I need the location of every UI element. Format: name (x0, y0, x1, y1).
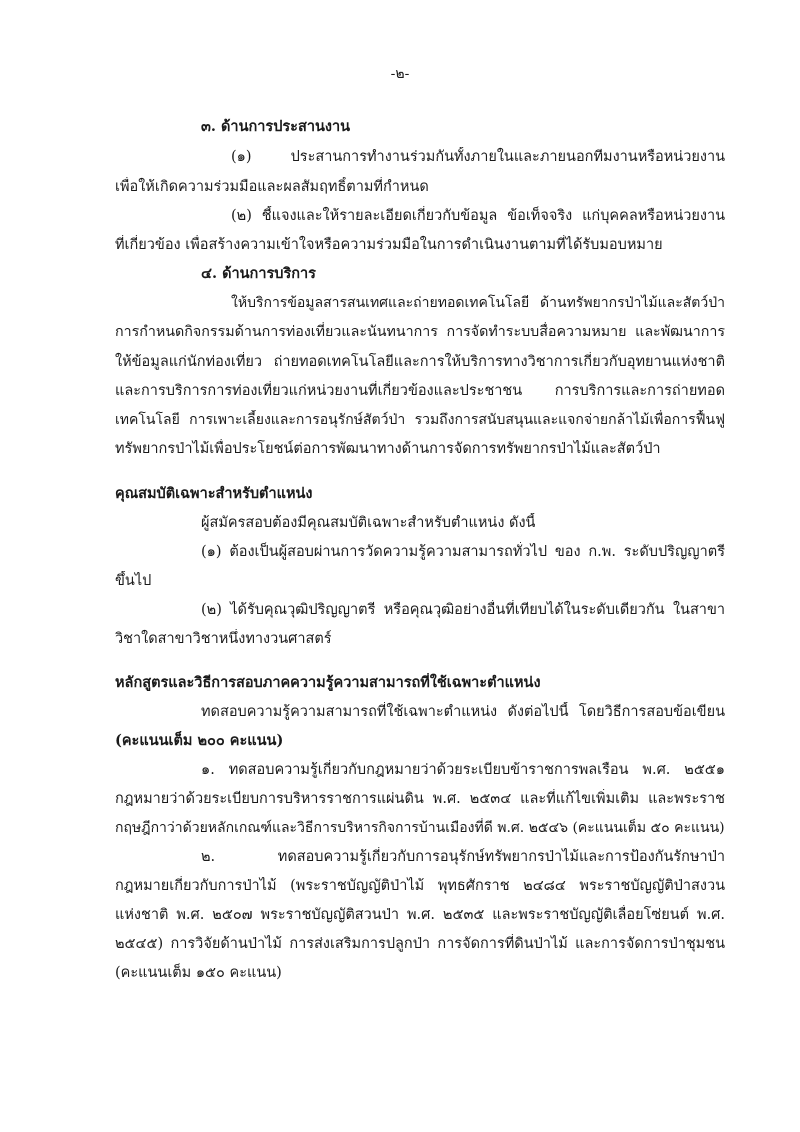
exam-item-1-line-3: กฤษฎีกาว่าด้วยหลักเกณฑ์และวิธีการบริหารกิจการบ้านเมืองที่ดี พ.ศ. ๒๕๔๖ (คะแนนเต็ม ๕๐ คะแนน) (115, 820, 725, 836)
section-4-line-2: การกำหนดกิจกรรมด้านการท่องเที่ยวและนันทนาการ การจัดทำระบบสื่อความหมาย และพัฒนาการ (115, 324, 725, 340)
section-3-item-2-line-2: ที่เกี่ยวข้อง เพื่อสร้างความเข้าใจหรือความร่วมมือในการดำเนินงานตามที่ได้รับมอบหมาย (115, 237, 663, 253)
section-3-item-1-line-2: เพื่อให้เกิดความร่วมมือและผลสัมฤทธิ์ตามที่กำหนด (115, 179, 429, 195)
exam-item-2-line-5: (คะแนนเต็ม ๑๕๐ คะแนน) (115, 965, 282, 981)
qualification-item-2-line-1: (๒) ได้รับคุณวุฒิปริญญาตรี หรือคุณวุฒิอย่างอื่นที่เทียบได้ในระดับเดียวกัน ในสาขา (201, 602, 725, 618)
exam-item-2-line-3: แห่งชาติ พ.ศ. ๒๕๐๗ พระราชบัญญัติสวนป่า พ.ศ. ๒๕๓๕ และพระราชบัญญัติเลื่อยโซ่ยนต์ พ.ศ. (115, 907, 725, 923)
qualification-item-1-line-1: (๑) ต้องเป็นผู้สอบผ่านการวัดความรู้ความสามารถทั่วไป ของ ก.พ. ระดับปริญญาตรี (201, 544, 725, 560)
exam-intro-line-2: (คะแนนเต็ม ๒๐๐ คะแนน) (115, 732, 284, 749)
section-3-item-1-line-1: (๑) ประสานการทำงานร่วมกันทั้งภายในและภายนอกทีมงานหรือหน่วยงาน (231, 149, 725, 165)
exam-heading: หลักสูตรและวิธีการสอบภาคความรู้ความสามารถที่ใช้เฉพาะตำแหน่ง (115, 674, 541, 691)
section-4-line-3: ให้ข้อมูลแก่นักท่องเที่ยว ถ่ายทอดเทคโนโลยีและการให้บริการทางวิชาการเกี่ยวกับอุทยานแห่งชาติ (115, 354, 725, 370)
section-4-line-5: เทคโนโลยี การเพาะเลี้ยงและการอนุรักษ์สัตว์ป่า รวมถึงการสนับสนุนและแจกจ่ายกล้าไม้เพื่อการฟื้นฟู (115, 412, 725, 428)
exam-intro-line-1: ทดสอบความรู้ความสามารถที่ใช้เฉพาะตำแหน่ง ดังต่อไปนี้ โดยวิธีการสอบข้อเขียน (201, 704, 725, 720)
page-number: -๒- (390, 66, 410, 82)
qualification-heading: คุณสมบัติเฉพาะสำหรับตำแหน่ง (115, 485, 313, 502)
qualification-item-1-line-2: ขึ้นไป (115, 573, 152, 589)
section-4-line-4: และการบริการการท่องเที่ยวแก่หน่วยงานที่เกี่ยวข้องและประชาชน การบริการและการถ่ายทอด (115, 383, 725, 399)
section-4-heading: ๔. ด้านการบริการ (201, 265, 316, 282)
exam-item-1-line-1: ๑. ทดสอบความรู้เกี่ยวกับกฎหมายว่าด้วยระเบียบข้าราชการพลเรือน พ.ศ. ๒๕๕๑ (201, 762, 725, 778)
section-3-item-2-line-1: (๒) ชี้แจงและให้รายละเอียดเกี่ยวกับข้อมูล ข้อเท็จจริง แก่บุคคลหรือหน่วยงาน (231, 208, 725, 224)
qualification-intro: ผู้สมัครสอบต้องมีคุณสมบัติเฉพาะสำหรับตำแหน่ง ดังนี้ (201, 515, 536, 531)
exam-item-2-line-1: ๒. ทดสอบความรู้เกี่ยวกับการอนุรักษ์ทรัพยากรป่าไม้และการป้องกันรักษาป่า (201, 849, 725, 865)
section-4-line-1: ให้บริการข้อมูลสารสนเทศและถ่ายทอดเทคโนโลยี ด้านทรัพยากรป่าไม้และสัตว์ป่า (231, 295, 725, 311)
exam-item-2-line-4: ๒๕๔๕) การวิจัยด้านป่าไม้ การส่งเสริมการปลูกป่า การจัดการที่ดินป่าไม้ และการจัดการป่าชุมชน (115, 936, 725, 952)
qualification-item-2-line-2: วิชาใดสาขาวิชาหนึ่งทางวนศาสตร์ (115, 631, 332, 647)
section-4-line-6: ทรัพยากรป่าไม้เพื่อประโยชน์ต่อการพัฒนาทางด้านการจัดการทรัพยากรป่าไม้และสัตว์ป่า (115, 441, 661, 457)
exam-item-2-line-2: กฎหมายเกี่ยวกับการป่าไม้ (พระราชบัญญัติป่าไม้ พุทธศักราช ๒๔๘๔ พระราชบัญญัติป่าสงวน (115, 878, 725, 894)
section-3-heading: ๓. ด้านการประสานงาน (201, 118, 351, 135)
exam-item-1-line-2: กฎหมายว่าด้วยระเบียบการบริหารราชการแผ่นดิน พ.ศ. ๒๕๓๔ และที่แก้ไขเพิ่มเติม และพระราช (115, 791, 725, 807)
